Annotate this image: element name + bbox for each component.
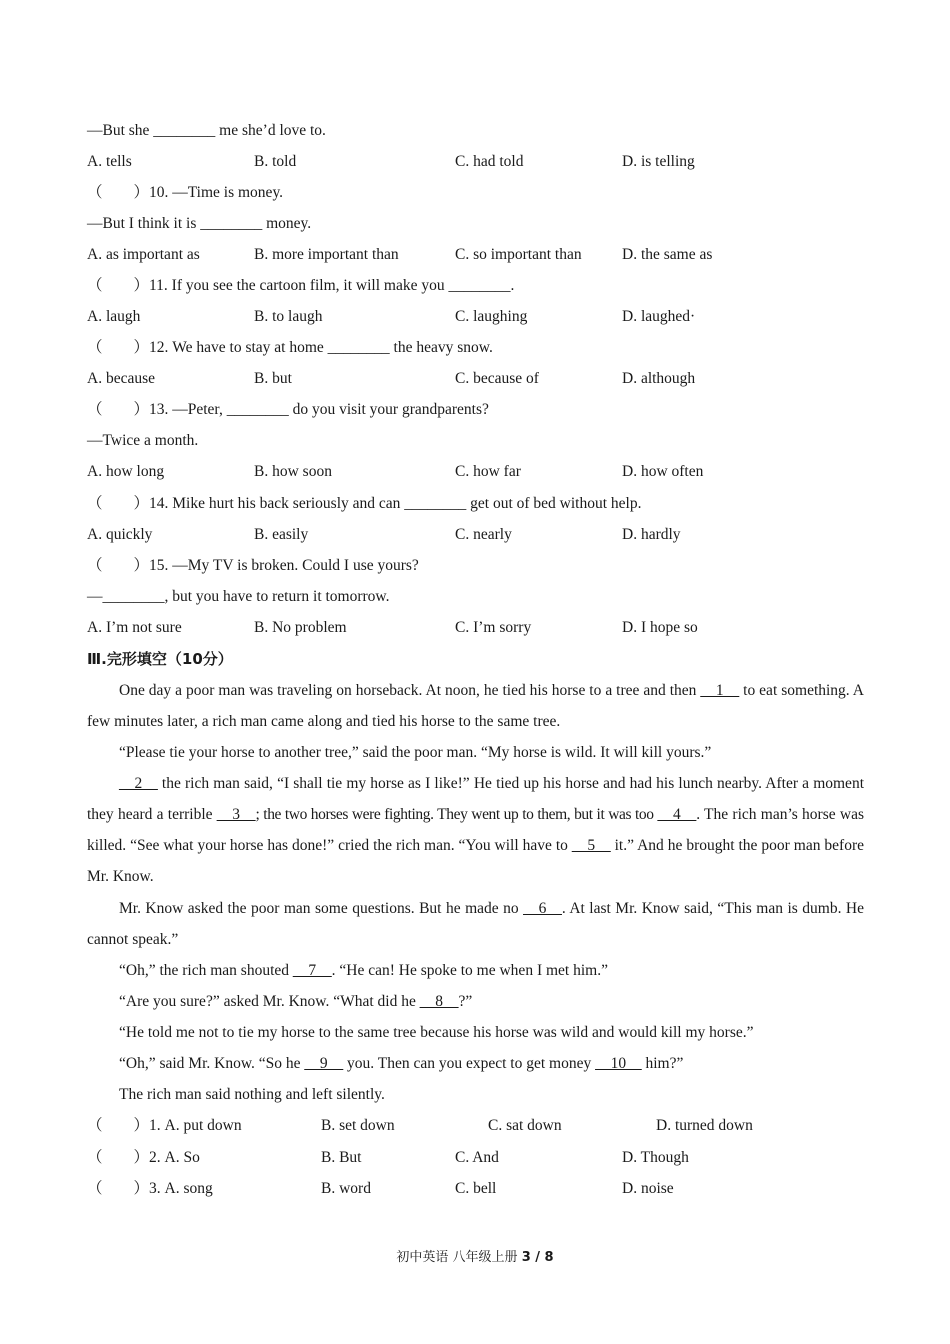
q15-option-c: C. I’m sorry [455,619,532,636]
q13-option-d: D. how often [622,463,704,480]
q14-option-b: B. easily [254,526,309,543]
q15-option-b: B. No problem [254,619,347,636]
cloze-q3-option-b: B. word [321,1180,371,1197]
cloze-q1-option-c: C. sat down [488,1117,562,1134]
page-number: 3 / 8 [521,1250,554,1265]
section-heading: Ⅲ.完形填空（10分） [87,650,233,668]
cloze-paragraph-9: The rich man said nothing and left silently. [119,1086,385,1103]
q11-option-d: D. laughed· [622,308,696,325]
q11-stem: （ ）11. If you see the cartoon film, it will make you ________. [87,277,515,294]
cloze-q2-option-c: C. And [455,1149,499,1166]
cloze-paragraph-6 [87,986,864,1017]
blank-4: __4__ [657,806,697,823]
text: “Oh,” the rich man shouted [119,962,293,979]
cloze-paragraph-7: “He told me not to tie my horse to the same tree because his horse was wild and would kill my horse.” [119,1024,754,1041]
q10-answer-line: —But I think it is ________ money. [87,215,312,232]
q9-answer-line: —But she ________ me she’d love to. [87,122,326,139]
text: him?” [641,1055,684,1072]
q12-option-c: C. because of [455,370,539,387]
q14-option-a: A. quickly [87,526,153,543]
q15-stem: （ ）15. —My TV is broken. Could I use yours? [87,557,419,574]
cloze-paragraph-1 [87,675,864,737]
cloze-paragraph-4 [87,893,864,955]
q13-option-c: C. how far [455,463,521,480]
text: . The rich man’s horse was killed. “See what your horse has done!” cried the rich man. “You will have to [87,806,864,854]
text: you. Then can you expect to get money [343,1055,596,1072]
cloze-paragraph-2: “Please tie your horse to another tree,” said the poor man. “My horse is wild. It will kill yours.” [119,744,712,761]
text: . At last Mr. Know said, “This man is dumb. He cannot speak.” [87,900,864,948]
text: ?” [458,993,473,1010]
cloze-q3-stem: （ ）3. A. song [87,1180,213,1197]
q9-option-a: A. tells [87,153,132,170]
blank-8: __8__ [419,993,459,1010]
blank-2: __2__ [119,775,158,792]
blank-6: __6__ [523,900,562,917]
q15-option-d: D. I hope so [622,619,698,636]
q11-option-c: C. laughing [455,308,528,325]
q9-option-b: B. told [254,153,297,170]
q14-option-c: C. nearly [455,526,512,543]
blank-5: __5__ [571,837,611,854]
q10-stem: （ ）10. —Time is money. [87,184,284,201]
text: Mr. Know asked the poor man some questions. But he made no [119,900,524,917]
text: to eat something. A few minutes later, a rich man came along and tied his horse to the same tree. [87,682,864,730]
text: ; the two horses were fighting. They went up to them, but it was too [255,806,658,823]
text: “Are you sure?” asked Mr. Know. “What did he [119,993,420,1010]
cloze-paragraph-5 [87,955,864,986]
cloze-q2-option-b: B. But [321,1149,362,1166]
cloze-paragraph-8 [87,1048,864,1079]
cloze-q2-option-d: D. Though [622,1149,689,1166]
q10-option-c: C. so important than [455,246,582,263]
q10-option-a: A. as important as [87,246,200,263]
blank-9: __9__ [304,1055,344,1072]
text: it.” And he brought the poor man before Mr. Know. [87,837,865,885]
q13-stem: （ ）13. —Peter, ________ do you visit your grandparents? [87,401,489,418]
cloze-q1-option-d: D. turned down [656,1117,753,1134]
text: One day a poor man was traveling on horseback. At noon, he tied his horse to a tree and then [119,682,701,699]
q12-option-a: A. because [87,370,155,387]
q15-option-a: A. I’m not sure [87,619,182,636]
blank-1: __1__ [700,682,740,699]
page-footer [0,1246,950,1265]
q11-option-a: A. laugh [87,308,141,325]
q10-option-b: B. more important than [254,246,399,263]
q12-option-b: B. but [254,370,292,387]
cloze-q3-option-c: C. bell [455,1180,497,1197]
blank-7: __7__ [292,962,332,979]
blank-10: __10__ [595,1055,642,1072]
text: the rich man said, “I shall tie my horse as I like!” He tied up his horse and had his lunch nearby. After a moment they heard a terrible [87,775,864,823]
cloze-paragraph-3 [87,768,864,892]
q11-option-b: B. to laugh [254,308,323,325]
q14-option-d: D. hardly [622,526,681,543]
cloze-q2-stem: （ ）2. A. So [87,1149,200,1166]
cloze-q1-stem: （ ）1. A. put down [87,1117,242,1134]
q15-answer-line: —________, but you have to return it tomorrow. [87,588,390,605]
q13-option-b: B. how soon [254,463,332,480]
q9-option-d: D. is telling [622,153,695,170]
text: “Oh,” said Mr. Know. “So he [119,1055,305,1072]
cloze-q3-option-d: D. noise [622,1180,674,1197]
blank-3: __3__ [216,806,256,823]
footer-subject: 初中英语 八年级上册 [396,1250,522,1265]
q14-stem: （ ）14. Mike hurt his back seriously and can ________ get out of bed without help. [87,495,642,512]
q9-option-c: C. had told [455,153,524,170]
q10-option-d: D. the same as [622,246,713,263]
q13-answer-line: —Twice a month. [87,432,199,449]
cloze-q1-option-b: B. set down [321,1117,395,1134]
q12-stem: （ ）12. We have to stay at home ________ the heavy snow. [87,339,493,356]
text: . “He can! He spoke to me when I met him.” [331,962,608,979]
q13-option-a: A. how long [87,463,165,480]
q12-option-d: D. although [622,370,696,387]
